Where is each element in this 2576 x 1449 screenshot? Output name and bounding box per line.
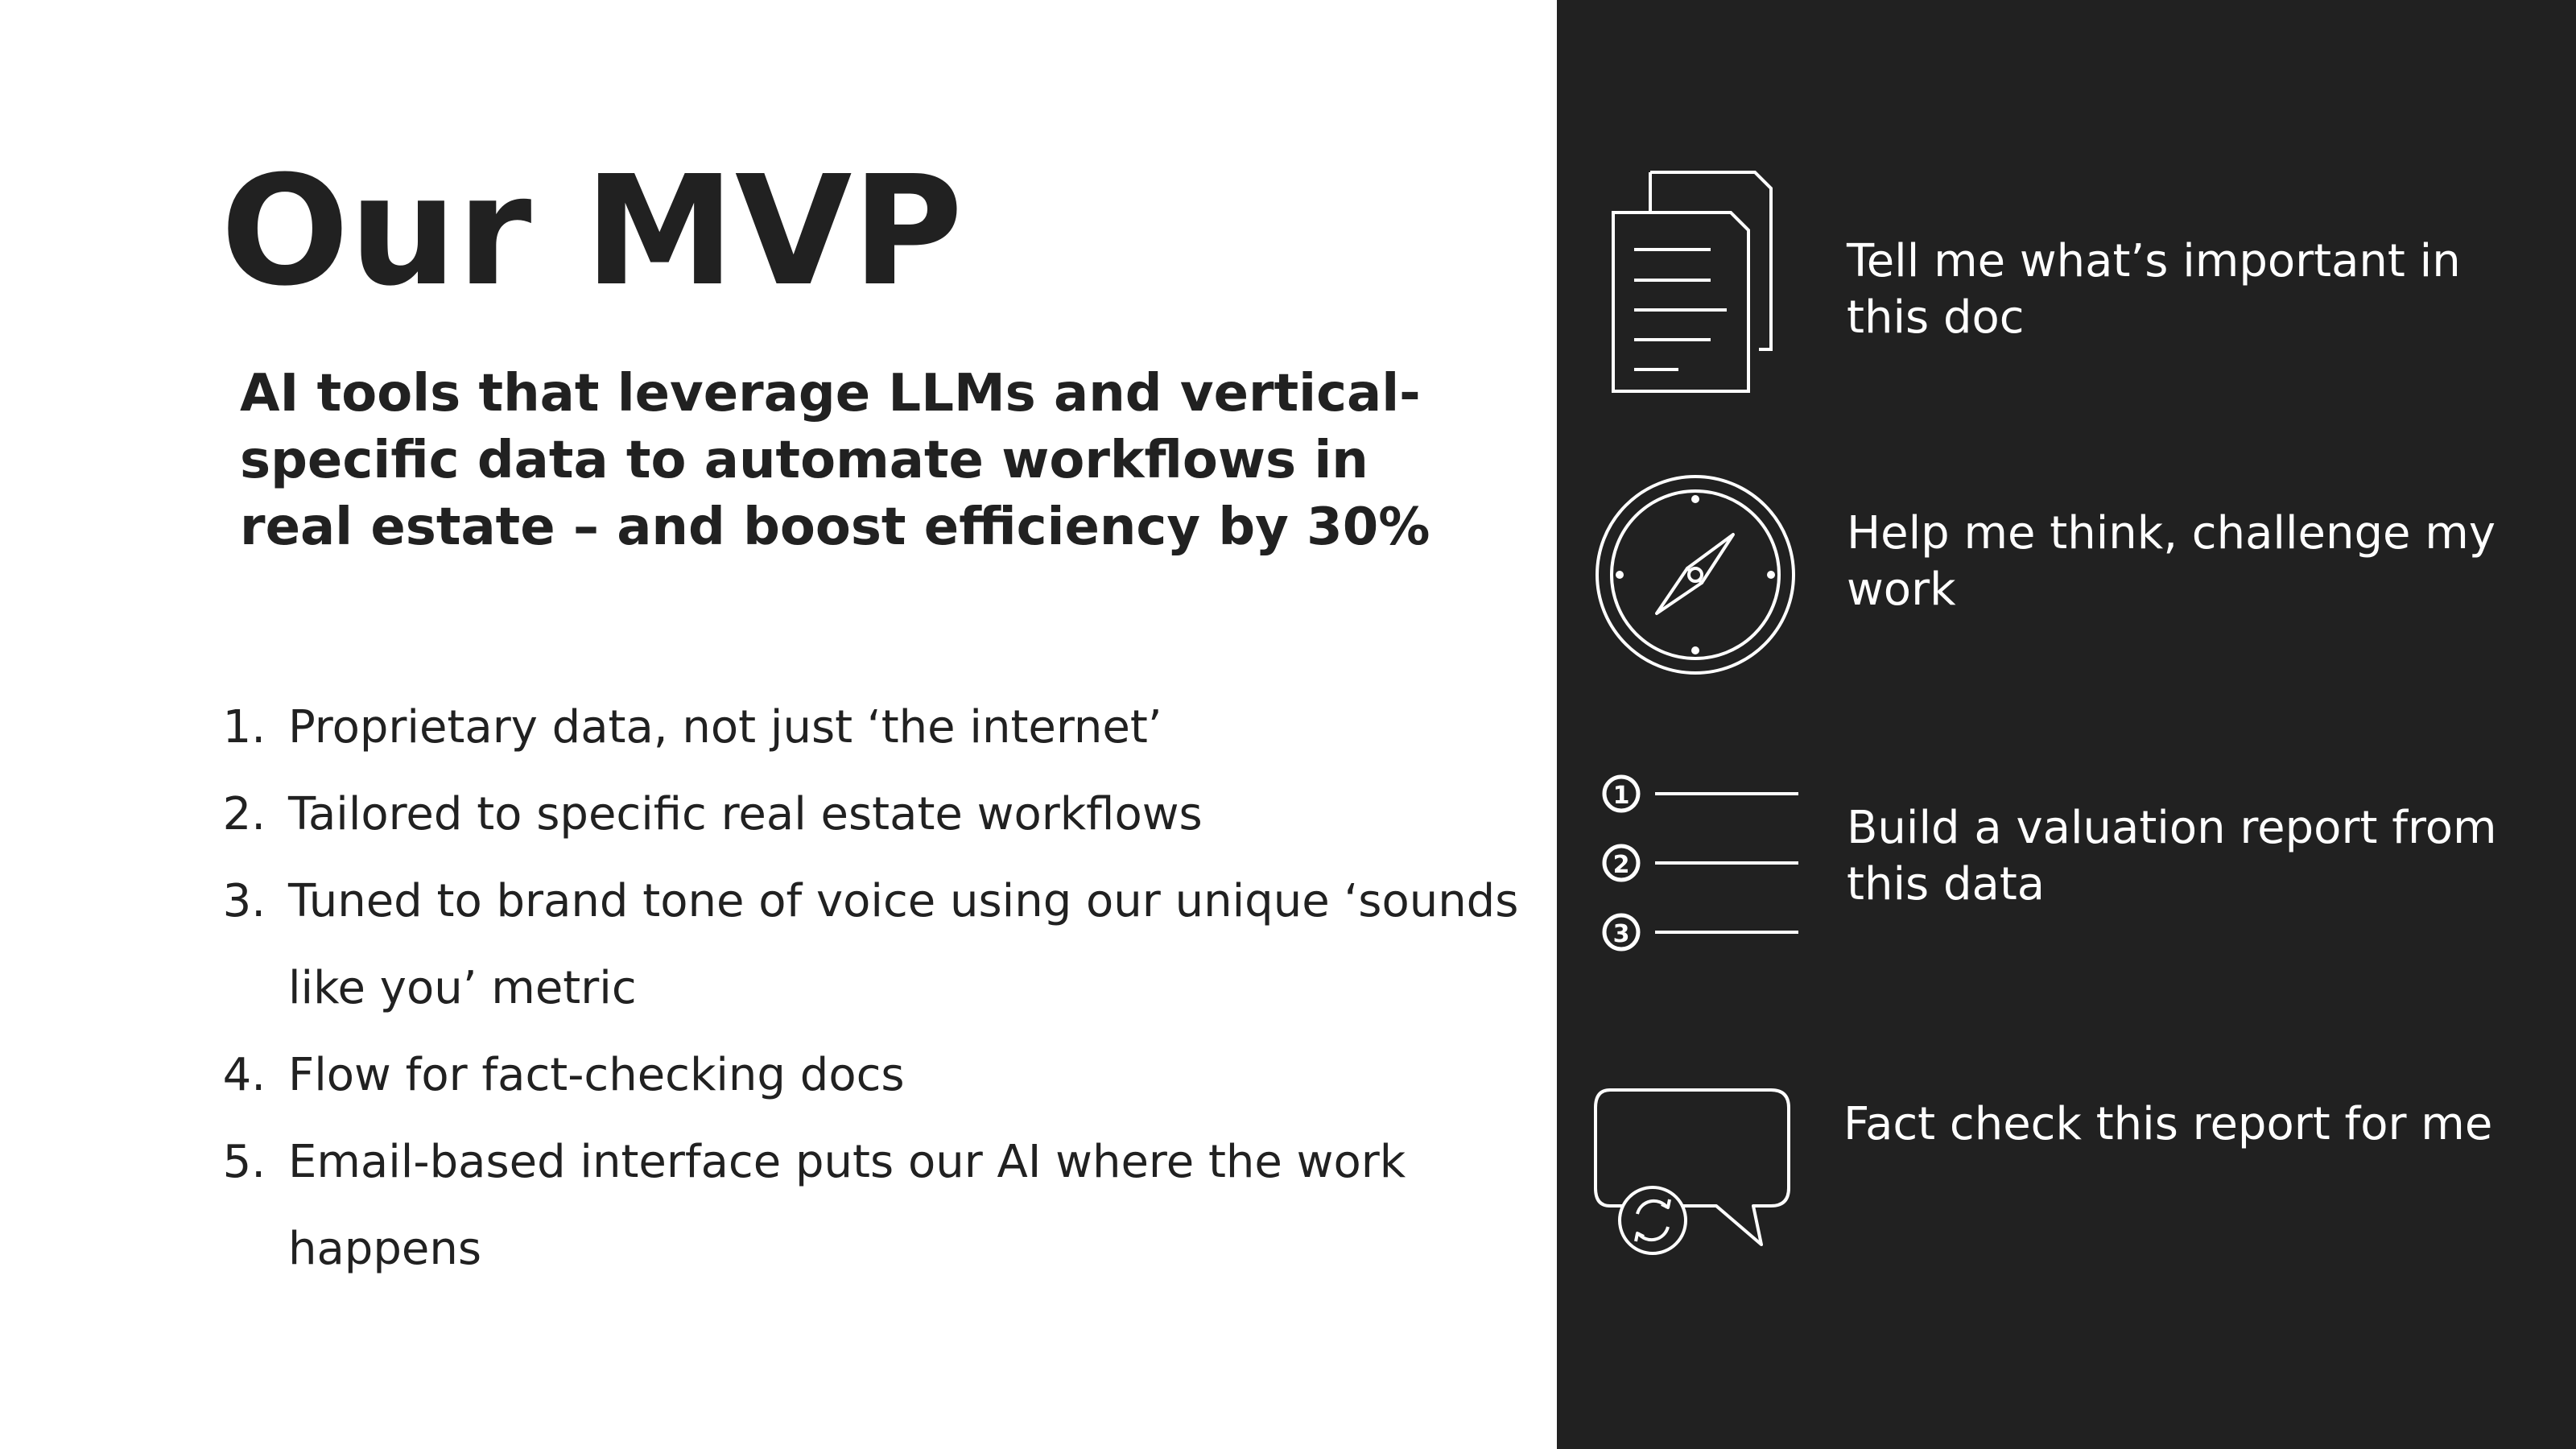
list-item-text: Tailored to specific real estate workflows xyxy=(288,788,1203,840)
features-panel xyxy=(1557,0,2576,1449)
numbered-list-icon xyxy=(1597,770,1798,963)
feature-label: Build a valuation report from this data xyxy=(1847,802,2497,910)
list-mark-text: 2 xyxy=(1612,851,1630,879)
list-item xyxy=(185,858,1538,1032)
list-item xyxy=(185,1119,1538,1293)
list-item-number: 5. xyxy=(222,1136,266,1188)
points-list xyxy=(185,684,1538,1293)
compass-icon xyxy=(1592,472,1798,678)
list-item xyxy=(185,684,1538,771)
document-icon xyxy=(1610,169,1779,394)
list-mark-text: 3 xyxy=(1612,920,1630,948)
list-item-number: 4. xyxy=(222,1049,266,1101)
slide-subtitle: AI tools that leverage LLMs and vertical-specific data to automate workflows in real estate – and boost efficiency by 30% xyxy=(240,364,1430,557)
list-item-text: Email-based interface puts our AI where the work happens xyxy=(288,1136,1406,1275)
list-item-number: 1. xyxy=(222,701,266,753)
list-item-number: 3. xyxy=(222,875,266,927)
chat-refresh-icon xyxy=(1592,1087,1794,1256)
slide-title: Our MVP xyxy=(221,143,964,320)
list-item-text: Tuned to brand tone of voice using our unique ‘sounds like you’ metric xyxy=(288,875,1519,1014)
list-item xyxy=(185,1032,1538,1119)
feature-label: Help me think, challenge my work xyxy=(1847,507,2496,616)
list-item xyxy=(185,771,1538,858)
list-item-text: Flow for fact-checking docs xyxy=(288,1049,905,1101)
list-item-number: 2. xyxy=(222,788,266,840)
list-item-text: Proprietary data, not just ‘the internet’ xyxy=(288,701,1162,753)
feature-label: Tell me what’s important in this doc xyxy=(1847,235,2461,344)
feature-label: Fact check this report for me xyxy=(1843,1098,2493,1150)
list-mark-text: 1 xyxy=(1612,782,1630,810)
